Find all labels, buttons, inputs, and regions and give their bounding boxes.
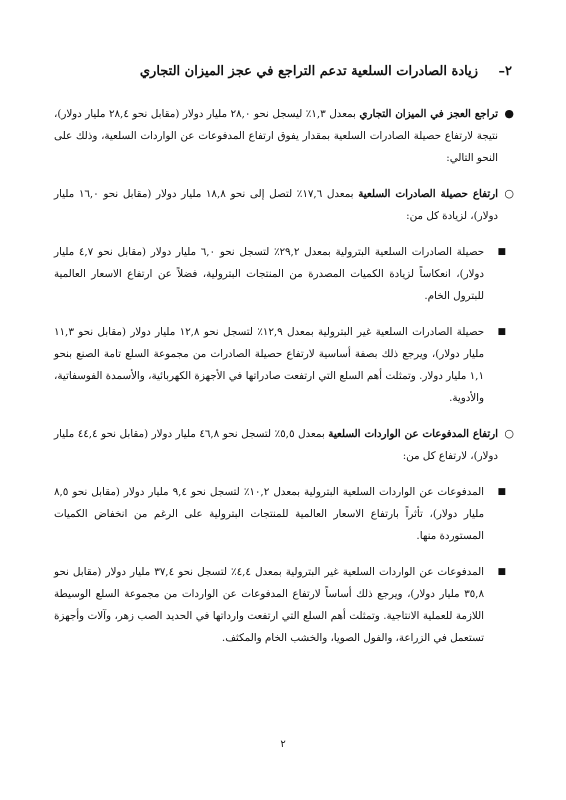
- bullet-bold-lead: تراجع العجز في الميزان التجاري: [359, 108, 498, 120]
- bullet-petroleum-exports: [54, 241, 514, 307]
- bullet-trade-deficit: [54, 103, 514, 169]
- bullet-bold-lead: ارتفاع المدفوعات عن الواردات السلعية: [328, 428, 499, 440]
- section-title: زيادة الصادرات السلعية تدعم التراجع في عجز الميزان التجاري: [139, 64, 478, 79]
- bullet-text: بمعدل ٥,٥٪ لتسجل نحو ٤٦,٨ مليار دولار (مقابل نحو ٤٤,٤ مليار دولار)، لارتفاع كل من:: [54, 428, 498, 462]
- bullet-text: حصيلة الصادرات السلعية غير البترولية بمعدل ١٢,٩٪ لتسجل نحو ١٢,٨ مليار دولار (مقابل نحو ١١,٣ مليار دولار)، ويرجع ذلك بصفة أساسية لارتفاع حصيلة الصادرات من مجموعة السلع تامة الصنع بنحو ١,١ مليار دولار. وتمثلت أهم السلع التي ارتفعت صادراتها في الأجهزة الكهربائية، والأسمدة الفوسفاتية، والأدوية.: [54, 326, 484, 404]
- hollow-circle-bullet-icon: ○: [504, 187, 514, 200]
- section-heading: [42, 62, 512, 82]
- bullet-imports-increase: [54, 423, 514, 467]
- bullet-petroleum-imports: [54, 481, 514, 547]
- bullet-non-petroleum-exports: [54, 321, 514, 409]
- square-bullet-icon: ■: [497, 487, 506, 497]
- section-number: ٢–: [498, 64, 512, 79]
- page-number: ٢: [280, 739, 286, 750]
- bullet-non-petroleum-imports: [54, 561, 514, 649]
- section-content: [54, 103, 514, 663]
- bullet-text: المدفوعات عن الواردات السلعية البترولية بمعدل ١٠,٢٪ لتسجل نحو ٩,٤ مليار دولار (مقابل نحو ٨,٥ مليار دولار)، تأثراً بارتفاع الاسعار العالمية للمنتجات البترولية على الرغم من انخفاض الكميات المستوردة منها.: [54, 486, 484, 542]
- bullet-text: المدفوعات عن الواردات السلعية غير البترولية بمعدل ٤,٤٪ لتسجل نحو ٣٧,٤ مليار دولار (مقابل نحو ٣٥,٨ مليار دولار)، ويرجع ذلك أساساً لارتفاع المدفوعات عن الواردات من مجموعة السلع الوسيطة اللازمة للعملية الانتاجية. وتمثلت أهم السلع التي ارتفعت وارداتها في الحديد الصب زهر، وآلات وأجهزة تستعمل في الزراعة، والفول الصويا، والخشب الخام والمكثف.: [54, 566, 484, 644]
- square-bullet-icon: ■: [497, 327, 506, 337]
- square-bullet-icon: ■: [497, 567, 506, 577]
- bullet-text: بمعدل ١,٣٪ ليسجل نحو ٢٨,٠ مليار دولار (مقابل نحو ٢٨,٤ مليار دولار)، نتيجة لارتفاع حصيلة الصادرات السلعية بمقدار يفوق ارتفاع المدفوعات عن الواردات السلعية، وذلك على النحو التالي:: [54, 108, 498, 164]
- filled-circle-bullet-icon: ●: [504, 107, 514, 120]
- bullet-text: حصيلة الصادرات السلعية البترولية بمعدل ٢٩,٢٪ لتسجل نحو ٦,٠ مليار دولار (مقابل نحو ٤,٧ مليار دولار)، انعكاساً لزيادة الكميات المصدرة من المنتجات البترولية، فضلاً عن ارتفاع الاسعار العالمية للبترول الخام.: [54, 246, 484, 302]
- bullet-exports-increase: [54, 183, 514, 227]
- hollow-circle-bullet-icon: ○: [504, 427, 514, 440]
- bullet-bold-lead: ارتفاع حصيلة الصادرات السلعية: [358, 188, 499, 200]
- bullet-text: بمعدل ١٧,٦٪ لتصل إلى نحو ١٨,٨ مليار دولار (مقابل نحو ١٦,٠ مليار دولار)، لزيادة كل من:: [54, 188, 498, 222]
- square-bullet-icon: ■: [497, 247, 506, 257]
